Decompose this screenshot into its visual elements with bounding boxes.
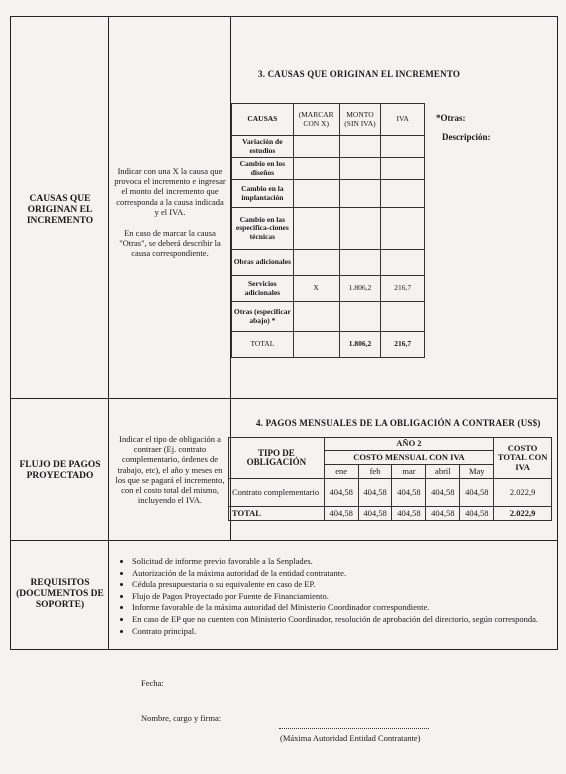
table-row: Variación de estudios <box>232 136 425 158</box>
list-item: • Informe favorable de la máxima autoridad del Ministerio Coordinador correspondiente. <box>132 602 566 614</box>
row-divider-2 <box>10 540 558 541</box>
causas-instruction-1: Indicar con una X la causa que provoca el incremento e ingresar el monto del incremento que corresponda a la causa indicada y el IVA. <box>114 166 226 217</box>
column-divider-1 <box>108 16 109 650</box>
pagos-header-tipo: TIPO DE OBLIGACIÓN <box>229 438 325 479</box>
flujo-row-label: FLUJO DE PAGOS PROYECTADO <box>19 460 101 481</box>
causas-total-row: TOTAL 1.806,2 216,7 <box>232 332 425 358</box>
month-header: ene <box>324 465 358 479</box>
flujo-instruction: Indicar el tipo de obligación a contraer (Ej. contrato complementario, órdenes de trabajo, etc), el año y meses en los que se pagará el incremento, con el costo total del mismo, incluyendo el IVA. <box>115 434 225 506</box>
month-header: May <box>460 465 494 479</box>
signature-line <box>279 728 429 729</box>
month-header: mar <box>392 465 426 479</box>
causas-row-label: CAUSAS QUE ORIGINAN EL INCREMENTO <box>26 194 94 226</box>
pagos-header-year: AÑO 2 <box>324 438 494 451</box>
row-divider-1 <box>10 398 558 399</box>
causas-instruction-2: En caso de marcar la causa "Otras", se deberá describir la causa correspondiente. <box>119 228 221 259</box>
table-row: Cambio en las especifica-ciones técnicas <box>232 208 425 250</box>
pagos-total-row: TOTAL 404,58 404,58 404,58 404,58 404,58 2.022,9 <box>229 507 552 521</box>
table-row: Cambio en la implantación <box>232 180 425 208</box>
pagos-section-title: 4. PAGOS MENSUALES DE LA OBLIGACIÓN A CONTRAER (US$) <box>256 418 541 428</box>
firma-label: Nombre, cargo y firma: <box>141 713 222 723</box>
list-item: • Flujo de Pagos Proyectado por Fuente de Financiamiento. <box>132 591 566 603</box>
list-item: • Cédula presupuestaria o su equivalente en caso de EP. <box>132 579 566 591</box>
pagos-header-costo-total: COSTO TOTAL CON IVA <box>494 438 552 479</box>
table-row: Contrato complementario 404,58 404,58 404,58 404,58 404,58 2.022,9 <box>229 479 552 507</box>
list-item: • Contrato principal. <box>132 626 566 638</box>
requisitos-row-label: REQUISITOS (DOCUMENTOS DE SOPORTE) <box>16 578 104 610</box>
pagos-table <box>228 437 552 521</box>
table-row: Servicios adicionales X 1.806,2 216,7 <box>232 276 425 302</box>
autoridad-caption: (Máxima Autoridad Entidad Contratante) <box>280 733 421 743</box>
table-row: Obras adicionales <box>232 250 425 276</box>
list-item: • Autorización de la máxima autoridad de la entidad contratante. <box>132 568 566 580</box>
causas-header-causa: CAUSAS <box>232 104 294 136</box>
otras-label: *Otras: <box>436 113 466 123</box>
list-item: • Solicitud de informe previo favorable a la Senplades. <box>132 556 566 568</box>
fecha-label: Fecha: <box>141 678 164 688</box>
causas-section-title: 3. CAUSAS QUE ORIGINAN EL INCREMENTO <box>258 69 461 79</box>
requisitos-list <box>118 556 566 637</box>
table-row: Cambio en los diseños <box>232 158 425 180</box>
causas-header-monto: MONTO (SIN IVA) <box>339 104 381 136</box>
month-header: feb <box>358 465 392 479</box>
descripcion-label: Descripción: <box>442 132 491 142</box>
table-row: Otras (especificar abajo) * <box>232 302 425 332</box>
list-item: • En caso de EP que no cuenten con Ministerio Coordinador, resolución de aprobación del directorio, según corresponda. <box>132 614 566 626</box>
pagos-header-costo-mensual: COSTO MENSUAL CON IVA <box>324 451 494 465</box>
causas-table <box>231 103 425 358</box>
month-header: abril <box>426 465 460 479</box>
causas-header-marca: (MARCAR CON X) <box>293 104 339 136</box>
causas-header-iva: IVA <box>381 104 425 136</box>
